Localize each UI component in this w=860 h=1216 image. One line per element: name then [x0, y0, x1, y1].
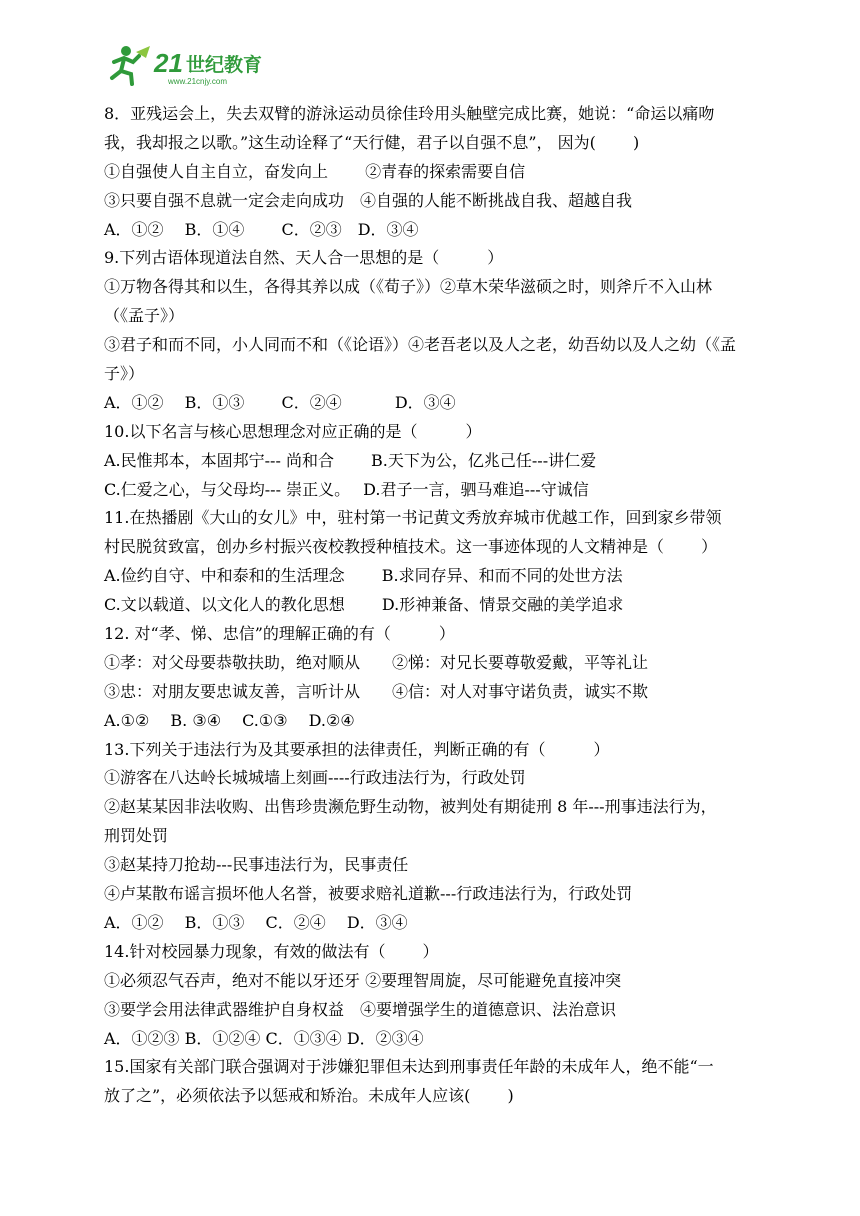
- text-line: ③只要自强不息就一定会走向成功 ④自强的人能不断挑战自我、超越自我: [104, 190, 633, 210]
- answer-options: A．①② B．①④ C．②③ D．③④: [104, 219, 419, 239]
- text-line: ①孝：对父母要恭敬扶助，绝对顺从 ②悌：对兄长要尊敬爱戴，平等礼让: [104, 652, 649, 672]
- text-line: 8．亚残运会上，失去双臂的游泳运动员徐佳玲用头触壁完成比赛，她说：“命运以痛吻: [104, 104, 715, 123]
- text-line: C.文以载道、以文化人的教化思想 D.形神兼备、情景交融的美学追求: [104, 595, 624, 615]
- text-line: ①万物各得其和以生，各得其养以成（《荀子》）②草木荣华滋硕之时，则斧斤不入山林: [104, 277, 713, 297]
- text-line: 11.在热播剧《大山的女儿》中，驻村第一书记黄文秀放弃城市优越工作，回到家乡带领: [104, 508, 722, 528]
- answer-options: A．①②③ B．①②④ C．①③④ D．②③④: [104, 1028, 424, 1048]
- text-line: 9.下列古语体现道法自然、天人合一思想的是（ ）: [104, 248, 504, 268]
- text-line: ③忠：对朋友要忠诚友善，言听计从 ④信：对人对事守诺负责，诚实不欺: [104, 681, 649, 701]
- text-line: 14.针对校园暴力现象，有效的做法有（ ）: [104, 941, 439, 961]
- text-line: ④卢某散布谣言损坏他人名誉，被要求赔礼道歉---行政违法行为，行政处罚: [104, 884, 633, 904]
- text-line: ③君子和而不同，小人同而不和（《论语》）④老吾老以及人之老，幼吾幼以及人之幼（《孟: [104, 335, 737, 355]
- text-line: 15.国家有关部门联合强调对于涉嫌犯罪但未达到刑事责任年龄的未成年人，绝不能“一: [104, 1057, 714, 1077]
- question-body: [104, 100, 764, 1111]
- text-line: 刑罚处罚: [104, 826, 169, 846]
- text-line: ①必须忍气吞声，绝对不能以牙还牙 ②要理智周旋，尽可能避免直接冲突: [104, 970, 622, 990]
- text-line: 我，我却报之以歌。”这生动诠释了“天行健，君子以自强不息”， 因为( ): [104, 132, 640, 152]
- text-line: ②赵某某因非法收购、出售珍贵濒危野生动物，被判处有期徒刑 8 年---刑事违法行为，: [104, 797, 717, 817]
- text-line: 子》）: [104, 364, 145, 384]
- text-line: 12. 对“孝、悌、忠信”的理解正确的有（ ）: [104, 624, 455, 644]
- runner-icon: [112, 46, 150, 84]
- svg-text:世纪教育: 世纪教育: [186, 54, 263, 76]
- text-line: ③赵某持刀抢劫---民事违法行为，民事责任: [104, 855, 409, 875]
- text-line: 13.下列关于违法行为及其要承担的法律责任，判断正确的有（ ）: [104, 739, 610, 759]
- answer-options: A．①② B．①③ C．②④ D．③④: [104, 392, 456, 412]
- text-line: （《孟子》）: [104, 306, 185, 326]
- text-line: 10.以下名言与核心思想理念对应正确的是（ ）: [104, 421, 482, 441]
- text-line: 村民脱贫致富，创办乡村振兴夜校教授种植技术。这一事迹体现的人文精神是（ ）: [104, 537, 718, 557]
- logo-21cnjy: [106, 42, 286, 88]
- answer-options: A．①② B．①③ C．②④ D．③④: [104, 912, 408, 932]
- text-line: 放了之”，必须依法予以惩戒和矫治。未成年人应该( ): [104, 1086, 514, 1106]
- text-line: A.民惟邦本，本固邦宁--- 尚和合 B.天下为公，亿兆己任---讲仁爱: [104, 450, 597, 470]
- text-line: ①游客在八达岭长城城墙上刻画----行政违法行为，行政处罚: [104, 768, 526, 788]
- answer-options: A.①② B. ③④ C.①③ D.②④: [104, 710, 355, 730]
- text-line: C.仁爱之心，与父母均--- 崇正义。 D.君子一言，驷马难追---守诚信: [104, 479, 589, 499]
- text-line: ③要学会用法律武器维护自身权益 ④要增强学生的道德意识、法治意识: [104, 999, 617, 1019]
- svg-text:21: 21: [154, 48, 183, 78]
- text-line: ①自强使人自主自立，奋发向上 ②青春的探索需要自信: [104, 161, 526, 181]
- text-line: A.俭约自守、中和泰和的生活理念 B.求同存异、和而不同的处世方法: [104, 566, 623, 586]
- svg-text:www.21cnjy.com: www.21cnjy.com: [168, 77, 227, 86]
